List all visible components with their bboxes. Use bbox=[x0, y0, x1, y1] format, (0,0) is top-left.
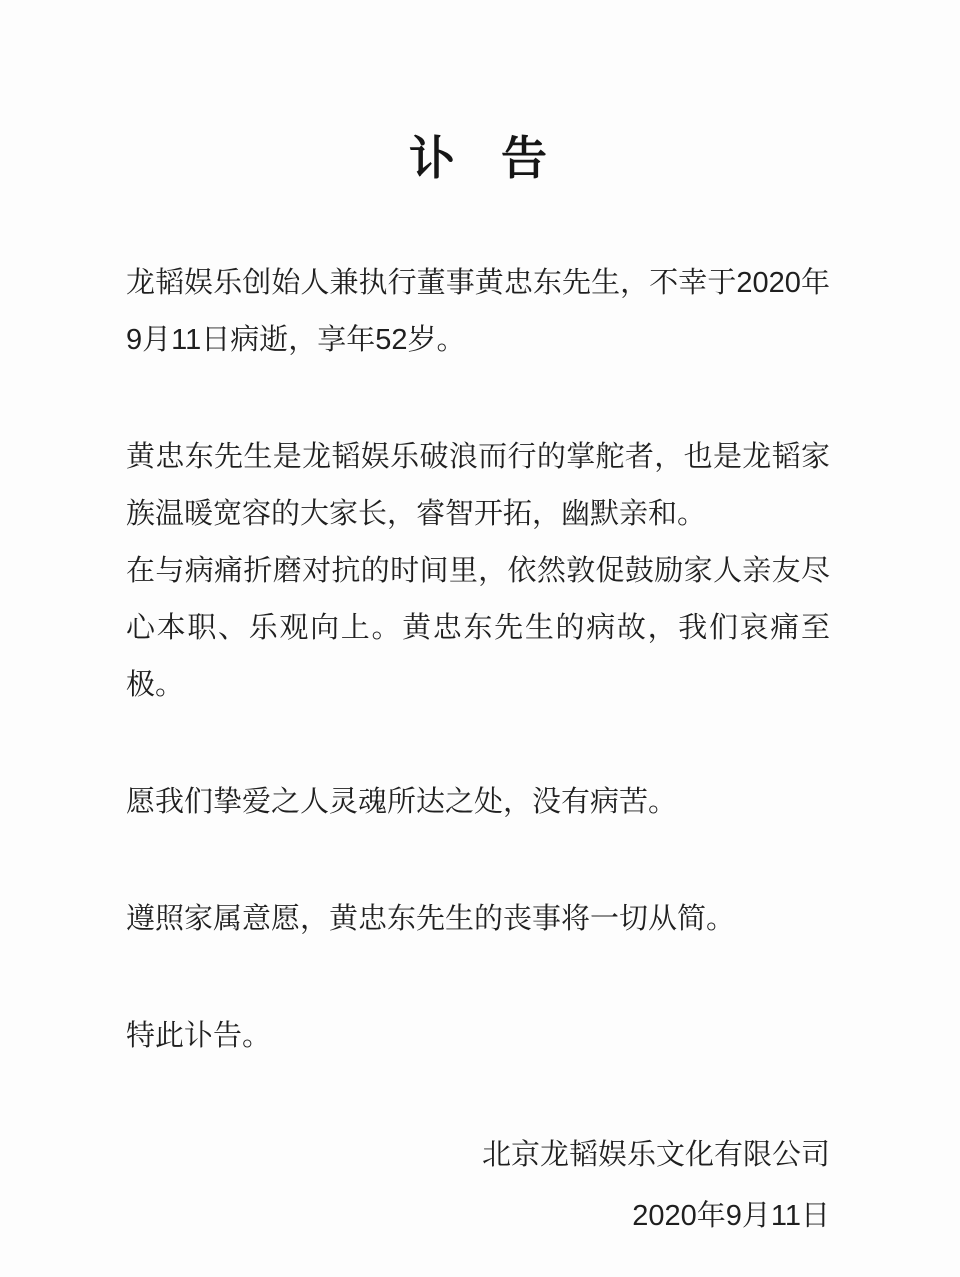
signature-company: 北京龙韬娱乐文化有限公司 bbox=[481, 1139, 830, 1171]
signature-block bbox=[126, 1125, 830, 1247]
notice-paragraph-illness: 在与病痛折磨对抗的时间里，依然敦促鼓励家人亲友尽心本职、乐观向上。黄忠东先生的病故，我们哀痛至极。 bbox=[126, 555, 830, 701]
notice-body bbox=[126, 255, 830, 1065]
notice-paragraph-death-announcement: 龙韬娱乐创始人兼执行董事黄忠东先生，不幸于2020年9月11日病逝，享年52岁。 bbox=[126, 267, 830, 356]
notice-title: 讣 告 bbox=[409, 132, 547, 184]
notice-paragraph-tribute: 黄忠东先生是龙韬娱乐破浪而行的掌舵者，也是龙韬家族温暖宽容的大家长，睿智开拓，幽默亲和。 bbox=[126, 441, 830, 530]
signature-date: 2020年9月11日 bbox=[632, 1200, 830, 1232]
notice-paragraph-wish: 愿我们挚爱之人灵魂所达之处，没有病苦。 bbox=[126, 786, 678, 818]
notice-paragraph-funeral-arrangement: 遵照家属意愿，黄忠东先生的丧事将一切从简。 bbox=[126, 903, 736, 935]
notice-paragraph-closing: 特此讣告。 bbox=[126, 1020, 272, 1052]
